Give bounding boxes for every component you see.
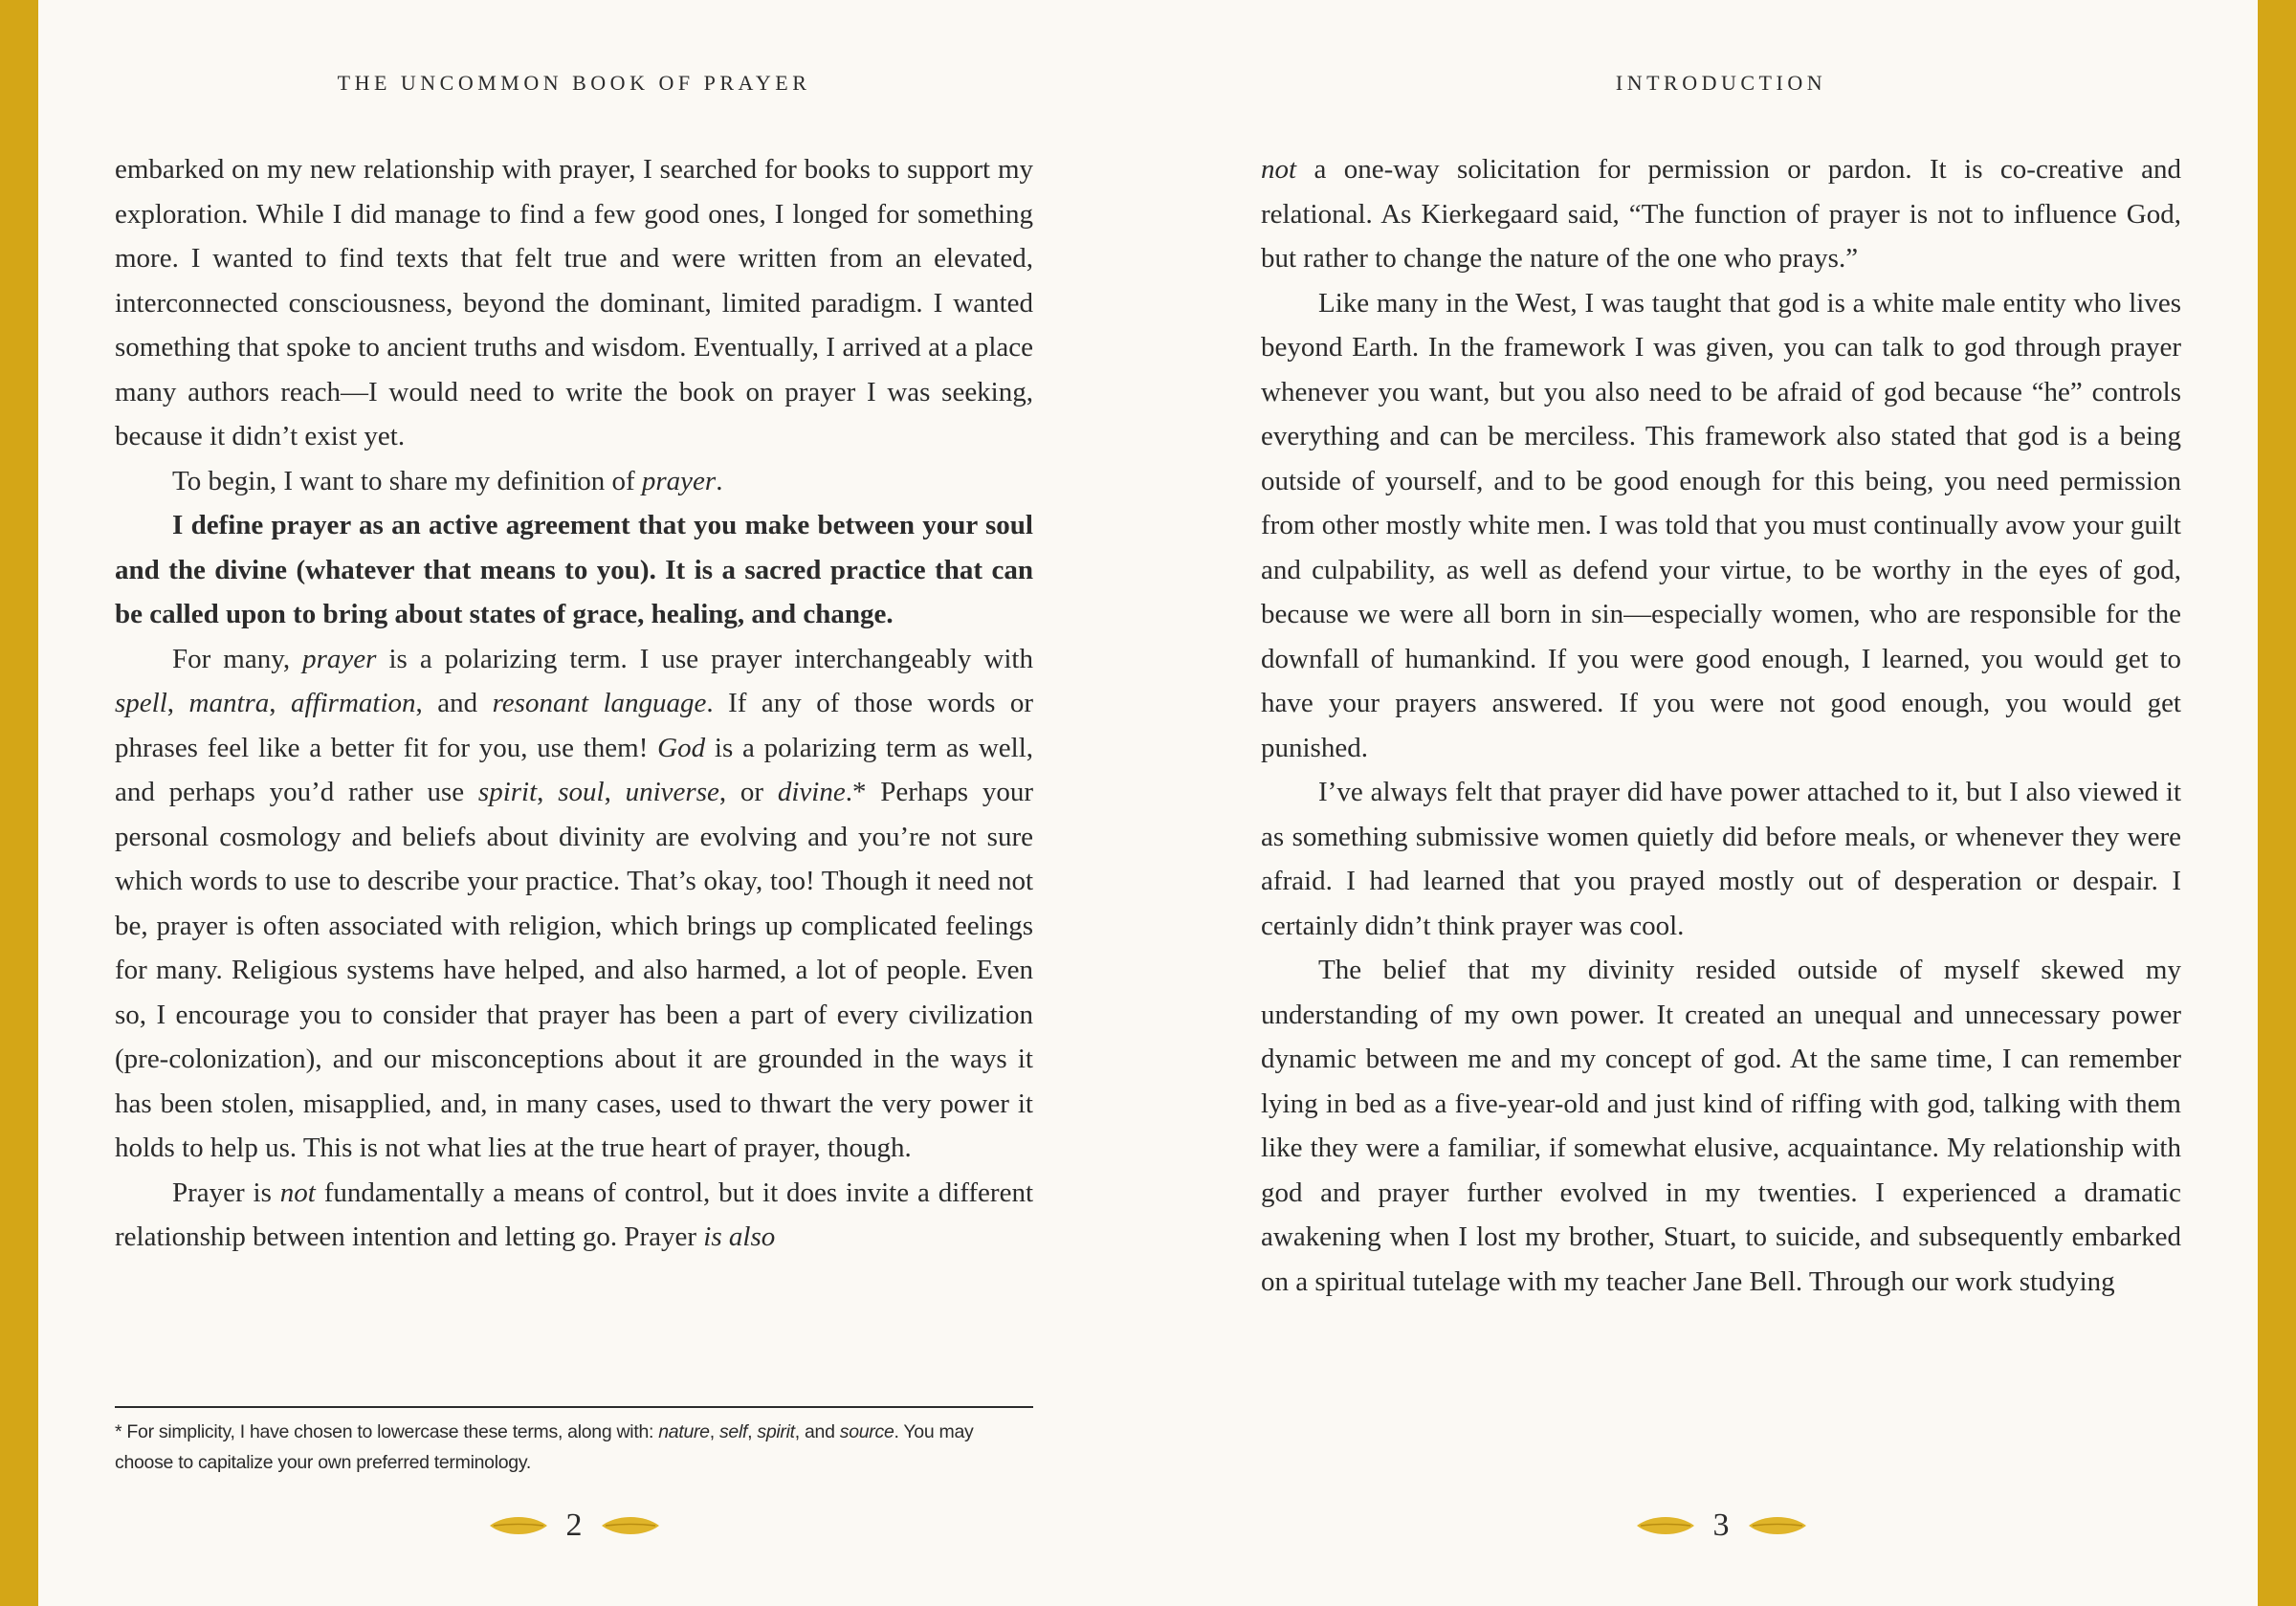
italic-text: not — [1261, 154, 1297, 185]
golden-leaf-icon — [600, 1513, 661, 1538]
paragraph — [1261, 770, 2181, 948]
italic-text: universe — [625, 777, 719, 807]
text-run: is a polarizing term. I use prayer interchangeably with — [376, 643, 1033, 674]
folio-right — [1261, 1502, 2181, 1550]
left-page — [115, 0, 1033, 1606]
text-run: , — [269, 688, 292, 718]
running-head-right: INTRODUCTION — [1615, 71, 1827, 95]
text-run: a one-way solicitation for permission or pardon. It is co-creative and relational. As Kierkegaard said, “The function of prayer is not to influence God, but rather to change the nature of the one who prays.” — [1261, 154, 2181, 274]
paragraph — [1261, 948, 2181, 1304]
text-run: , — [747, 1421, 758, 1442]
italic-text: God — [657, 732, 706, 763]
text-run: * For simplicity, I have chosen to lowercase these terms, along with: — [115, 1421, 659, 1442]
paragraph — [1261, 281, 2181, 771]
text-run: embarked on my new relationship with prayer, I searched for books to support my exploration. While I did manage to find a few good ones, I longed for something more. I wanted to find texts that felt true and were written from an elevated, interconnected consciousness, beyond the dominant, limited paradigm. I wanted something that spoke to ancient truths and wisdom. Eventually, I arrived at a place many authors reach—I would need to write the book on prayer I was seeking, because it didn’t exist yet. — [115, 154, 1033, 451]
text-run: , — [537, 777, 559, 807]
paragraph — [115, 1171, 1033, 1260]
text-run: . You may choose to capitalize your own preferred terminology. — [115, 1421, 974, 1473]
page-number: 2 — [565, 1507, 583, 1543]
running-head-left: THE UNCOMMON BOOK OF PRAYER — [337, 71, 811, 95]
text-run: , — [166, 688, 189, 718]
italic-text: affirmation — [291, 688, 416, 718]
italic-text: prayer — [302, 643, 377, 674]
footnote — [115, 1417, 1033, 1478]
text-run: , — [709, 1421, 719, 1442]
text-run: . — [716, 465, 723, 496]
text-run: I’ve always felt that prayer did have power attached to it, but I also viewed it as something submissive women quietly did before meals, or whenever they were afraid. I had learned that you prayed mostly out of desperation or despair. I certainly didn’t think prayer was cool. — [1261, 777, 2181, 941]
italic-text: not — [279, 1177, 316, 1208]
left-page-body — [115, 147, 1033, 1260]
italic-text: nature — [658, 1421, 710, 1442]
text-run: , and — [794, 1421, 840, 1442]
golden-leaf-icon — [488, 1513, 549, 1538]
paragraph — [115, 147, 1033, 459]
italic-text: mantra — [188, 688, 270, 718]
text-run: Prayer is — [172, 1177, 280, 1208]
italic-text: resonant language — [492, 688, 707, 718]
golden-leaf-icon — [1747, 1513, 1808, 1538]
italic-text: spirit — [757, 1421, 795, 1442]
italic-text: self — [718, 1421, 748, 1442]
right-page-body — [1261, 147, 2181, 1304]
paragraph — [115, 503, 1033, 637]
italic-text: source — [839, 1421, 894, 1442]
text-run: , — [604, 777, 626, 807]
text-run: is a polarizing term as well, and perhaps you’d rather use — [115, 732, 1034, 807]
text-run: fundamentally a means of control, but it does invite a different relationship between intention and letting go. Prayer — [115, 1177, 1033, 1252]
paragraph — [115, 637, 1033, 1171]
book-spread — [38, 0, 2258, 1606]
paragraph — [1261, 147, 2181, 281]
text-run: The belief that my divinity resided outside of myself skewed my understanding of my own power. It created an unequal and unnecessary power dynamic between me and my concept of god. At the same time, I can remember lying in bed as a five-year-old and just kind of riffing with god, talking with them like they were a familiar, if somewhat elusive, acquaintance. My relationship with god and prayer further evolved in my twenties. I experienced a dramatic awakening when I lost my brother, Stuart, to suicide, and subsequently embarked on a spiritual tutelage with my teacher Jane Bell. Through our work studying — [1261, 955, 2181, 1297]
italic-text: soul — [558, 777, 605, 807]
italic-text: is also — [703, 1221, 776, 1252]
text-run: , and — [415, 688, 493, 718]
right-page — [1261, 0, 2181, 1606]
italic-text: prayer — [641, 465, 717, 496]
italic-text: divine — [777, 777, 846, 807]
text-run: . If any of those words or phrases feel like a better fit for you, use them! — [115, 688, 1034, 763]
paragraph — [115, 459, 1033, 504]
folio-left — [115, 1502, 1033, 1550]
page-number: 3 — [1712, 1507, 1730, 1543]
bold-text: I define prayer as an active agreement that you make between your soul and the divine (whatever that means to you). It is a sacred practice that can be called upon to bring about states of grace, healing, and change. — [115, 510, 1033, 629]
text-run: To begin, I want to share my definition of — [172, 465, 642, 496]
text-run: , or — [718, 777, 778, 807]
text-run: .* Perhaps your personal cosmology and beliefs about divinity are evolving and you’re not sure which words to use to describe your practice. That’s okay, too! Though it need not be, prayer is often associated with religion, which brings up complicated feelings for many. Religious systems have helped, and also harmed, a lot of people. Even so, I encourage you to consider that prayer has been a part of every civilization (pre-colonization), and our misconceptions about it are grounded in the ways it has been stolen, misapplied, and, in many cases, used to thwart the very power it holds to help us. This is not what lies at the true heart of prayer, though. — [115, 777, 1033, 1163]
italic-text: spirit — [477, 777, 538, 807]
text-run: Like many in the West, I was taught that god is a white male entity who lives beyond Earth. In the framework I was given, you can talk to god through prayer whenever you want, but you also need to be afraid of god because “he” controls everything and can be merciless. This framework also stated that god is a being outside of yourself, and to be good enough for this being, you need permission from other mostly white men. I was told that you must continually avow your guilt and culpability, as well as defend your virtue, to be worthy in the eyes of god, because we were all born in sin—especially women, who are responsible for the downfall of humankind. If you were good enough, I learned, you would get to have your prayers answered. If you were not good enough, you would get punished. — [1261, 287, 2181, 763]
golden-leaf-icon — [1635, 1513, 1696, 1538]
italic-text: spell — [115, 688, 167, 718]
text-run: For many, — [172, 643, 303, 674]
footnote-divider — [115, 1406, 1033, 1408]
